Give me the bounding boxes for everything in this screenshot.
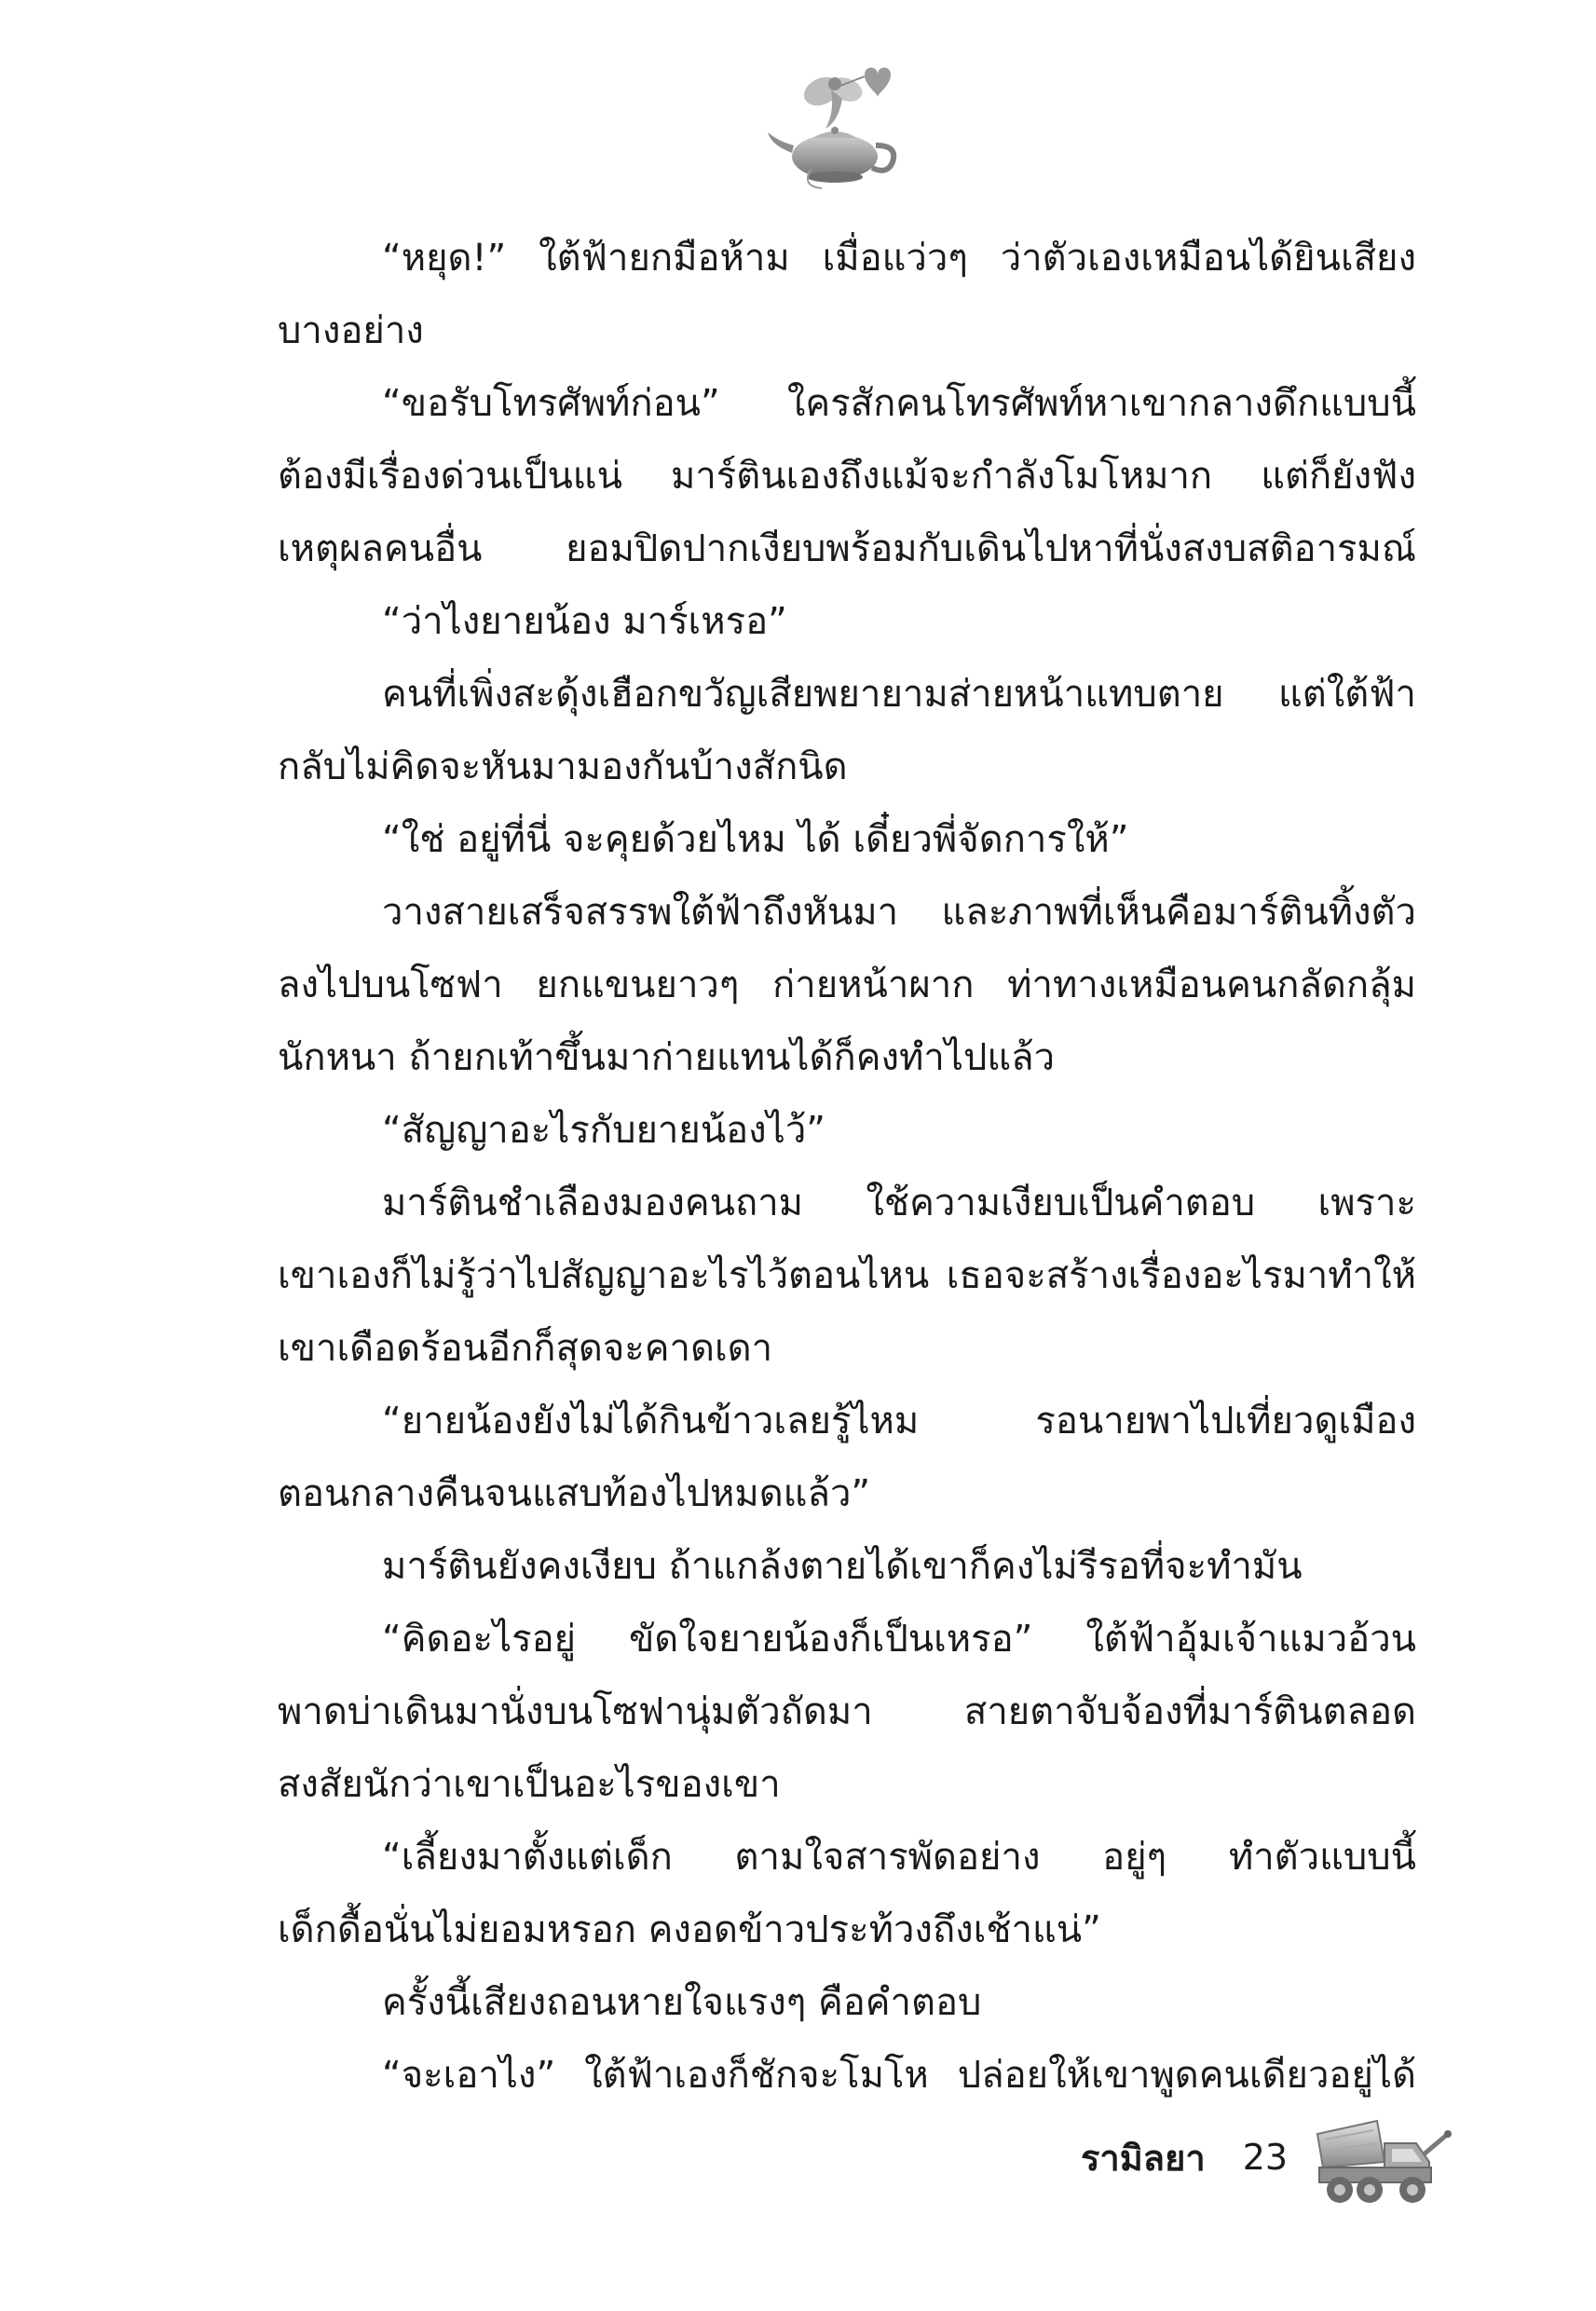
text-line: กลับไม่คิดจะหันมามองกันบ้างสักนิด [278, 745, 848, 788]
text-line: สงสัยนักว่าเขาเป็นอะไรของเขา [278, 1763, 781, 1806]
text-line: “คิดอะไรอยู่ ขัดใจยายน้องก็เป็นเหรอ” ใต้ฟ้าอุ้มเจ้าแมวอ้วน [382, 1618, 1416, 1661]
text-line: เด็กดื้อนั่นไม่ยอมหรอก คงอดข้าวประท้วงถึงเช้าแน่” [278, 1908, 1101, 1951]
text-line: เขาเดือดร้อนอีกก็สุดจะคาดเดา [278, 1327, 773, 1370]
text-line: ต้องมีเรื่องด่วนเป็นแน่ มาร์ตินเองถึงแม้จะกำลังโมโหมาก แต่ก็ยังฟัง [278, 455, 1416, 498]
text-line: “สัญญาอะไรกับยายน้องไว้” [382, 1109, 826, 1152]
text-line: “ว่าไงยายน้อง มาร์เหรอ” [382, 600, 787, 643]
text-line: คนที่เพิ่งสะดุ้งเฮือกขวัญเสียพยายามส่ายหน้าแทบตาย แต่ใต้ฟ้า [382, 673, 1416, 716]
text-line: ตอนกลางคืนจนแสบท้องไปหมดแล้ว” [278, 1472, 871, 1515]
text-line: “จะเอาไง” ใต้ฟ้าเองก็ชักจะโมโห ปล่อยให้เขาพูดคนเดียวอยู่ได้ [382, 2054, 1416, 2097]
teapot-fairy-ornament-icon [755, 56, 913, 196]
text-line: มาร์ตินชำเลืองมองคนถาม ใช้ความเงียบเป็นคำตอบ เพราะ [382, 1182, 1416, 1224]
text-line: ครั้งนี้เสียงถอนหายใจแรงๆ คือคำตอบ [382, 1981, 982, 2024]
text-line: ลงไปบนโซฟา ยกแขนยาวๆ ก่ายหน้าผาก ท่าทางเหมือนคนกลัดกลุ้ม [278, 964, 1416, 1006]
text-line: “ขอรับโทรศัพท์ก่อน” ใครสักคนโทรศัพท์หาเขากลางดึกแบบนี้ [382, 382, 1416, 425]
text-line: “เลี้ยงมาตั้งแต่เด็ก ตามใจสารพัดอย่าง อยู่ๆ ทำตัวแบบนี้ [382, 1836, 1416, 1879]
text-line: เขาเองก็ไม่รู้ว่าไปสัญญาอะไรไว้ตอนไหน เธอจะสร้างเรื่องอะไรมาทำให้ [278, 1254, 1416, 1297]
text-line: วางสายเสร็จสรรพใต้ฟ้าถึงหันมา และภาพที่เห็นคือมาร์ตินทิ้งตัว [382, 891, 1416, 934]
page-number: 23 [1242, 2137, 1289, 2178]
text-line: “หยุด!” ใต้ฟ้ายกมือห้าม เมื่อแว่วๆ ว่าตัวเองเหมือนได้ยินเสียง [382, 237, 1416, 280]
text-line: บางอย่าง [278, 309, 424, 352]
text-line: มาร์ตินยังคงเงียบ ถ้าแกล้งตายได้เขาก็คงไม่รีรอที่จะทำมัน [382, 1545, 1303, 1588]
text-line: “ยายน้องยังไม่ได้กินข้าวเลยรู้ไหม รอนายพาไปเที่ยวดูเมือง [382, 1400, 1416, 1443]
text-line: “ใช่ อยู่ที่นี่ จะคุยด้วยไหม ได้ เดี๋ยวพี่จัดการให้” [382, 818, 1129, 861]
text-line: พาดบ่าเดินมานั่งบนโซฟานุ่มตัวถัดมา สายตาจับจ้องที่มาร์ตินตลอด [278, 1690, 1416, 1733]
text-line: เหตุผลคนอื่น ยอมปิดปากเงียบพร้อมกับเดินไปหาที่นั่งสงบสติอารมณ์ [278, 527, 1416, 570]
text-line: นักหนา ถ้ายกเท้าขึ้นมาก่ายแทนได้ก็คงทำไปแล้ว [278, 1036, 1056, 1079]
book-title: รามิลยา [1081, 2137, 1206, 2179]
page-footer [1081, 2129, 1288, 2185]
body-text [278, 222, 1416, 2112]
toy-truck-ornament-icon [1312, 2108, 1452, 2215]
